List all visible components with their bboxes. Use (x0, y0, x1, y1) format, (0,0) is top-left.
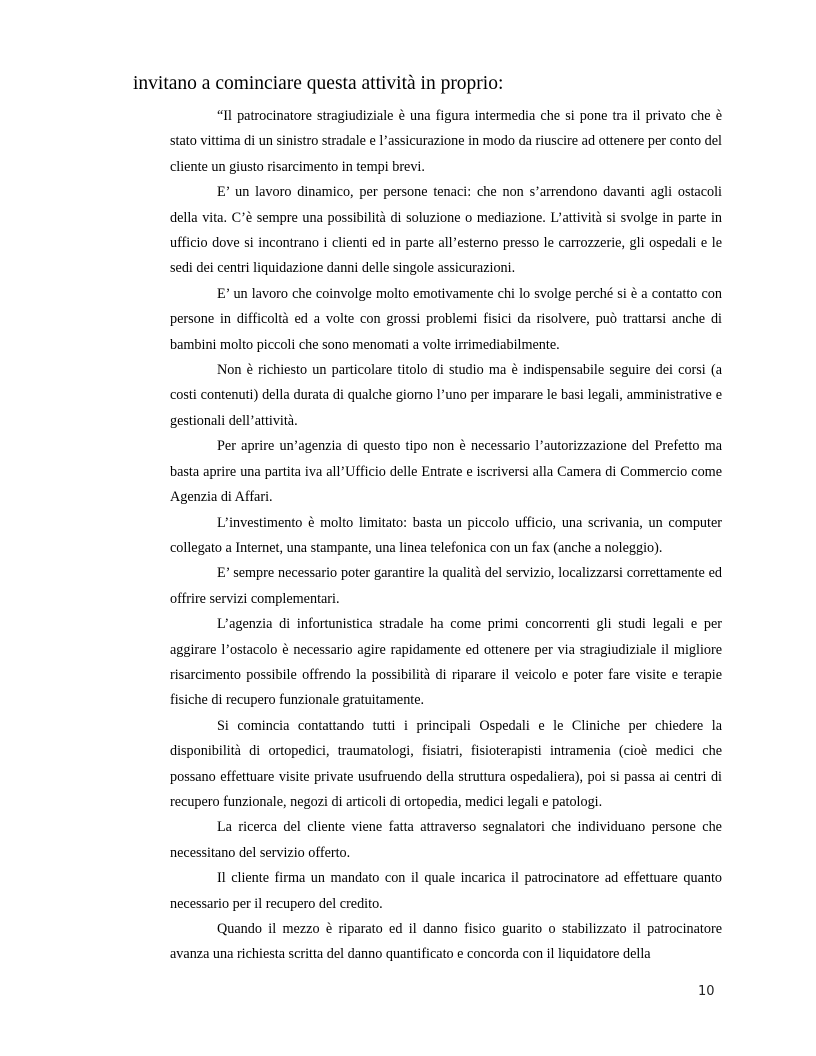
paragraph: La ricerca del cliente viene fatta attraverso segnalatori che individuano persone che necessitano del servizio offerto. (170, 819, 722, 861)
page-number: 10 (698, 984, 715, 999)
paragraph: L’agenzia di infortunistica stradale ha come primi concorrenti gli studi legali e per aggirare l’ostacolo è necessario agire rapidamente ed ottenere per via stragiudiziale il migliore risarcimento possibile offrendo la possibilità di riparare il veicolo e poter fare visite e terapie fisiche di recupero funzionale gratuitamente. (170, 616, 722, 709)
paragraph: E’ un lavoro dinamico, per persone tenaci: che non s’arrendono davanti agli ostacoli della vita. C’è sempre una possibilità di soluzione o mediazione. L’attività si svolge in parte in ufficio dove si incontrano i clienti ed in parte all’esterno presso le carrozzerie, gli ospedali e le sedi dei centri liquidazione danni delle singole assicurazioni. (170, 184, 722, 277)
paragraph: Quando il mezzo è riparato ed il danno fisico guarito o stabilizzato il patrocinatore avanza una richiesta scritta del danno quantificato e concorda con il liquidatore della (170, 921, 722, 963)
paragraph: Il cliente firma un mandato con il quale incarica il patrocinatore ad effettuare quanto necessario per il recupero del credito. (170, 870, 722, 912)
quoted-passage (170, 104, 722, 968)
paragraph: “Il patrocinatore stragiudiziale è una figura intermedia che si pone tra il privato che è stato vittima di un sinistro stradale e l’assicurazione in modo da riuscire ad ottenere per conto del cliente un giusto risarcimento in tempi brevi. (170, 108, 722, 175)
lead-sentence: invitano a cominciare questa attività in proprio: (133, 73, 504, 94)
paragraph: Per aprire un’agenzia di questo tipo non è necessario l’autorizzazione del Prefetto ma basta aprire una partita iva all’Ufficio delle Entrate e iscriversi alla Camera di Commercio come Agenzia di Affari. (170, 438, 722, 506)
paragraph: Si comincia contattando tutti i principali Ospedali e le Cliniche per chiedere la disponibilità di ortopedici, traumatologi, fisiatri, fisioterapisti intramenia (cioè medici che possano effettuare visite private usufruendo della struttura ospedaliera), poi si passa ai centri di recupero funzionale, negozi di articoli di ortopedia, medici legali e patologi. (170, 717, 722, 810)
paragraph: Non è richiesto un particolare titolo di studio ma è indispensabile seguire dei corsi (a costi contenuti) della durata di qualche giorno l’uno per imparare le basi legali, amministrative e gestionali dell’attività. (170, 362, 722, 429)
paragraph: E’ sempre necessario poter garantire la qualità del servizio, localizzarsi correttamente ed offrire servizi complementari. (170, 565, 722, 607)
paragraph: E’ un lavoro che coinvolge molto emotivamente chi lo svolge perché si è a contatto con persone in difficoltà ed a volte con grossi problemi fisici da risolvere, può trattarsi anche di bambini molto piccoli che sono menomati a volte irrimediabilmente. (170, 285, 722, 353)
paragraph: L’investimento è molto limitato: basta un piccolo ufficio, una scrivania, un computer collegato a Internet, una stampante, una linea telefonica con un fax (anche a noleggio). (170, 514, 722, 556)
